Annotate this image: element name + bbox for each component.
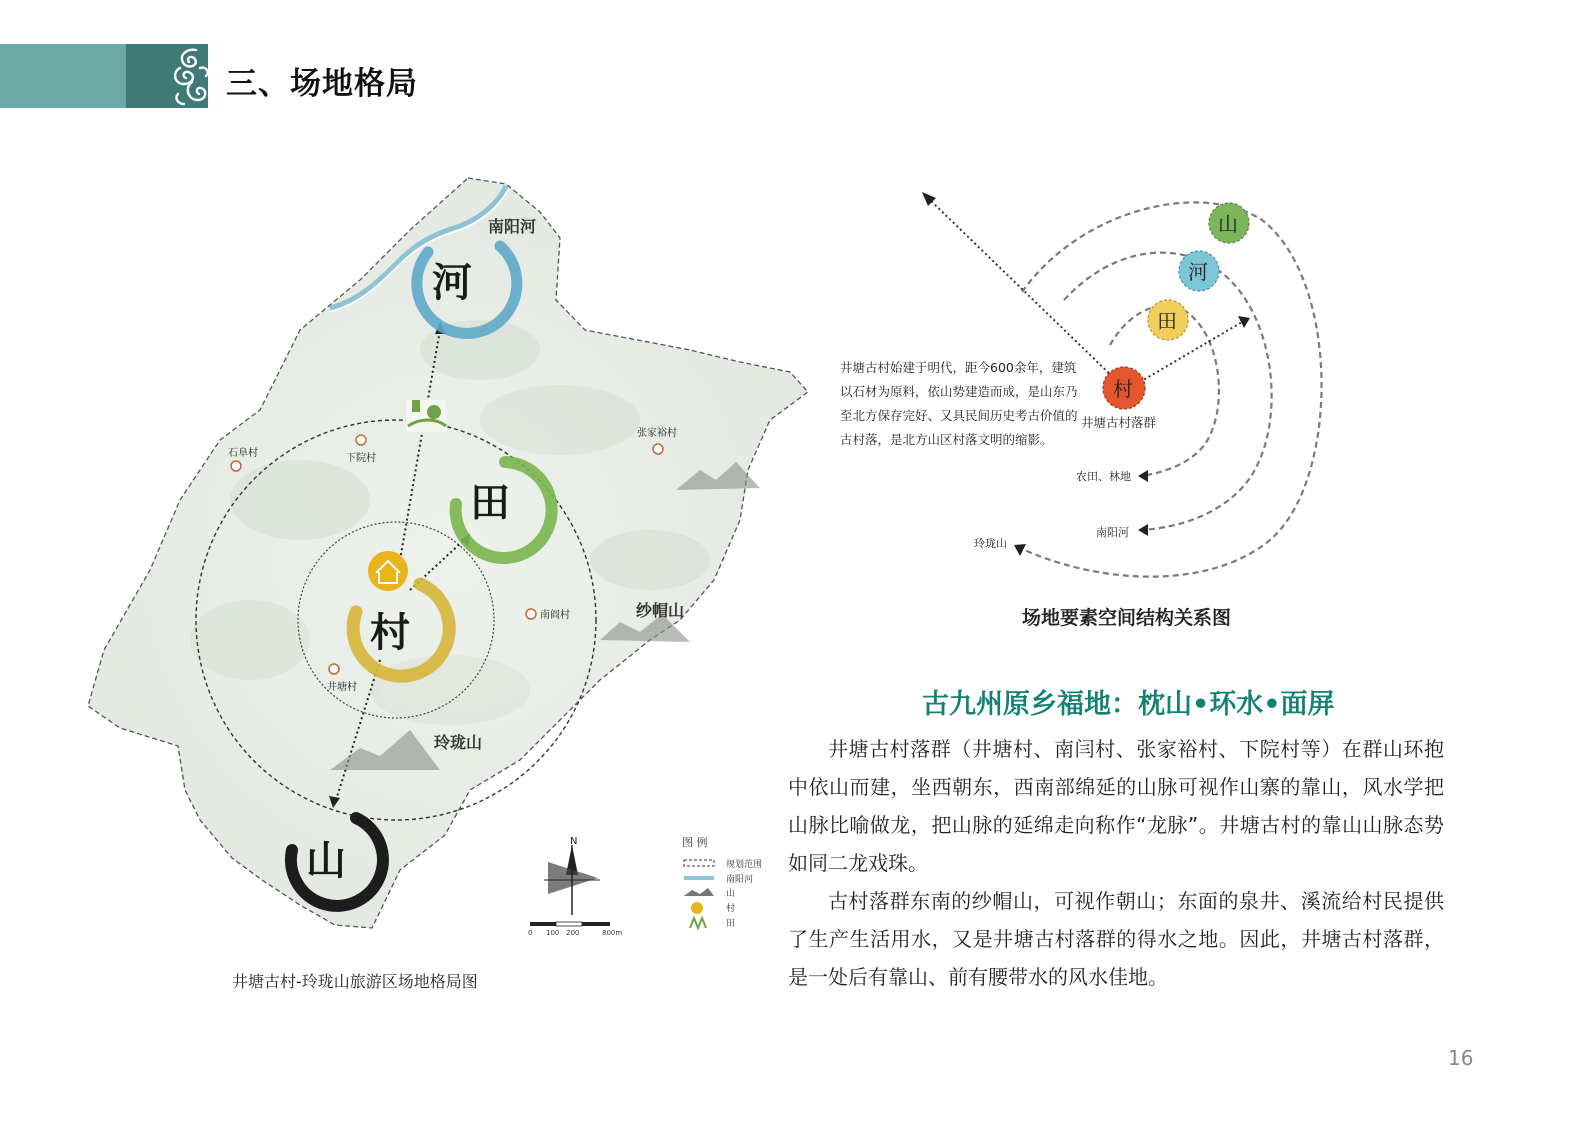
tractor-icon: [406, 400, 446, 432]
village-marker-shifu: [231, 461, 241, 471]
north-label: N: [570, 836, 578, 847]
section-body: [788, 730, 1444, 996]
diagram-center-label: 井塘古村落群: [1081, 415, 1157, 430]
label-linglong-mountain: 玲珑山: [434, 733, 483, 752]
svg-text:田: 田: [1157, 309, 1177, 333]
svg-text:800m: 800m: [602, 929, 623, 937]
body-paragraph: 井塘古村落群（井塘村、南闫村、张家裕村、下院村等）在群山环抱中依山而建，坐西朝东，西南部绵延的山脉可视作山寨的靠山，风水学把山脉比喻做龙，把山脉的延绵走向称作“龙脉”。井塘古村的靠山山脉态势如同二龙戏珠。: [788, 737, 1444, 875]
village-marker-jingtang: [329, 664, 339, 674]
map-char-he: 河: [432, 259, 472, 306]
map-char-shan: 山: [306, 837, 346, 884]
ring-label-river: 南阳河: [1096, 526, 1129, 539]
svg-text:0: 0: [528, 929, 533, 937]
village-intro-text: 井塘古村始建于明代，距今600余年，建筑以石材为原料，依山势建造而成，是山东乃至北方保存完好、又具民间历史考古价值的古村落，是北方山区村落文明的缩影。: [840, 360, 1078, 447]
svg-text:山: 山: [726, 889, 736, 899]
ring-label-mountain: 玲珑山: [974, 537, 1007, 550]
map-char-tian: 田: [470, 479, 510, 526]
village-label-shifu: 石阜村: [228, 448, 258, 459]
cloud-ornament-icon: [166, 44, 216, 110]
village-label-xiayuan: 下院村: [346, 453, 376, 464]
page-number: 16: [1448, 1046, 1474, 1070]
label-nanyang-river: 南阳河: [488, 217, 537, 236]
village-label-jingtang: 井塘村: [327, 682, 357, 693]
ring-label-farmland: 农田、林地: [1076, 470, 1131, 483]
map-legend: [680, 832, 780, 940]
village-label-zhangjiayu: 张家裕村: [637, 428, 677, 439]
body-paragraph: 古村落群东南的纱帽山，可视作朝山；东面的泉井、溪流给村民提供了生产生活用水，又是井塘古村落群的得水之地。因此，井塘古村落群，是一处后有靠山、前有腰带水的风水佳地。: [788, 889, 1444, 989]
svg-text:河: 河: [1188, 260, 1208, 284]
village-label-nanyan: 南阎村: [540, 610, 570, 621]
svg-text:山: 山: [1218, 212, 1238, 236]
svg-text:规划范围: 规划范围: [726, 860, 763, 870]
diagram-caption: 场地要素空间结构关系图: [1022, 607, 1232, 629]
svg-text:200: 200: [566, 929, 580, 937]
map-char-cun: 村: [370, 609, 410, 656]
svg-text:田: 田: [726, 919, 736, 929]
label-shamao-mountain: 纱帽山: [636, 601, 685, 620]
village-marker-nanyan: [526, 609, 536, 619]
svg-text:100: 100: [546, 929, 560, 937]
village-marker-zhangjiayu: [653, 444, 663, 454]
scale-bar: [530, 922, 610, 926]
house-icon: [368, 551, 408, 591]
map-caption: 井塘古村-玲珑山旅游区场地格局图: [232, 972, 478, 991]
site-layout-map: [80, 170, 820, 940]
svg-text:村: 村: [1113, 377, 1133, 401]
svg-text:南阳河: 南阳河: [726, 875, 754, 885]
village-marker-xiayuan: [356, 435, 366, 445]
north-arrow-icon: [544, 845, 600, 915]
page-title: 三、场地格局: [226, 66, 418, 102]
section-heading: 古九州原乡福地：枕山•环水•面屏: [922, 689, 1335, 720]
svg-text:村: 村: [726, 904, 736, 914]
header-bar-light: [0, 44, 126, 108]
legend-title: 图 例: [682, 836, 708, 849]
